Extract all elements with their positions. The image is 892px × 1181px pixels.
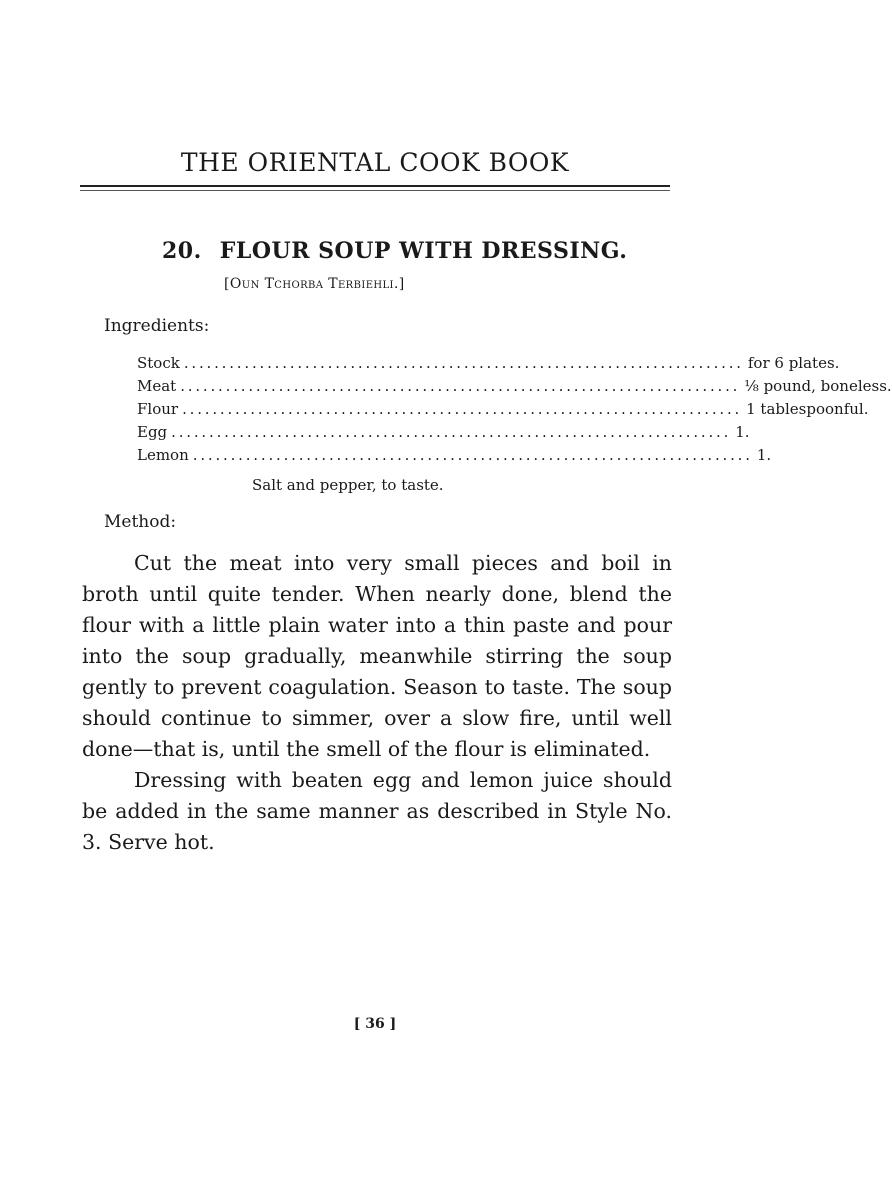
ingredient-row bbox=[137, 352, 840, 375]
ingredient-row bbox=[137, 444, 772, 467]
seasoning-note: Salt and pepper, to taste. bbox=[252, 476, 444, 494]
ingredient-row bbox=[137, 375, 892, 398]
ingredient-amount: 1 tablespoonful. bbox=[746, 400, 869, 418]
page-number: [ 36 ] bbox=[353, 1016, 397, 1032]
method-paragraph: Cut the meat into very small pieces and boil in broth until quite tender. When nearly done, blend the flour with a little plain water into a thin paste and pour into the soup gradually, meanwhile stirring the soup gently to prevent coagulation. Season to taste. The soup should continue to simmer, over a slow fire, until well done—that is, until the smell of the flour is eliminated. bbox=[82, 551, 672, 761]
ingredient-amount: ⅛ pound, boneless. bbox=[744, 377, 892, 395]
ingredient-name: Meat bbox=[137, 377, 177, 395]
recipe-title bbox=[162, 238, 670, 264]
method-paragraph: Dressing with beaten egg and lemon juice should be added in the same manner as described in Style No. 3. Serve hot. bbox=[82, 768, 672, 854]
recipe-title-text: FLOUR SOUP WITH DRESSING. bbox=[219, 238, 628, 264]
ingredient-amount: 1. bbox=[756, 446, 772, 464]
ingredient-name: Flour bbox=[137, 400, 179, 418]
ingredients-label: Ingredients: bbox=[104, 316, 210, 336]
leader-dots: .......................................................................... bbox=[171, 423, 732, 441]
leader-dots: .......................................................................... bbox=[183, 354, 744, 372]
leader-dots: .......................................................................... bbox=[182, 400, 743, 418]
recipe-number: 20. bbox=[162, 238, 202, 264]
ingredient-row bbox=[137, 398, 869, 421]
recipe-subtitle: [Oun Tchorba Terbiehli.] bbox=[224, 276, 405, 292]
method-label: Method: bbox=[104, 512, 177, 532]
leader-dots: .......................................................................... bbox=[180, 377, 741, 395]
ingredient-list bbox=[137, 352, 892, 467]
ingredient-name: Lemon bbox=[137, 446, 189, 464]
header-rule-thick bbox=[80, 185, 670, 187]
ingredient-name: Egg bbox=[137, 423, 168, 441]
leader-dots: .......................................................................... bbox=[192, 446, 753, 464]
ingredient-amount: 1. bbox=[735, 423, 750, 441]
method-text bbox=[82, 548, 672, 858]
running-head: THE ORIENTAL COOK BOOK bbox=[180, 148, 570, 177]
ingredient-name: Stock bbox=[137, 354, 180, 372]
ingredient-row bbox=[137, 421, 750, 444]
ingredient-amount: for 6 plates. bbox=[747, 354, 840, 372]
header-rule-thin bbox=[80, 190, 670, 191]
